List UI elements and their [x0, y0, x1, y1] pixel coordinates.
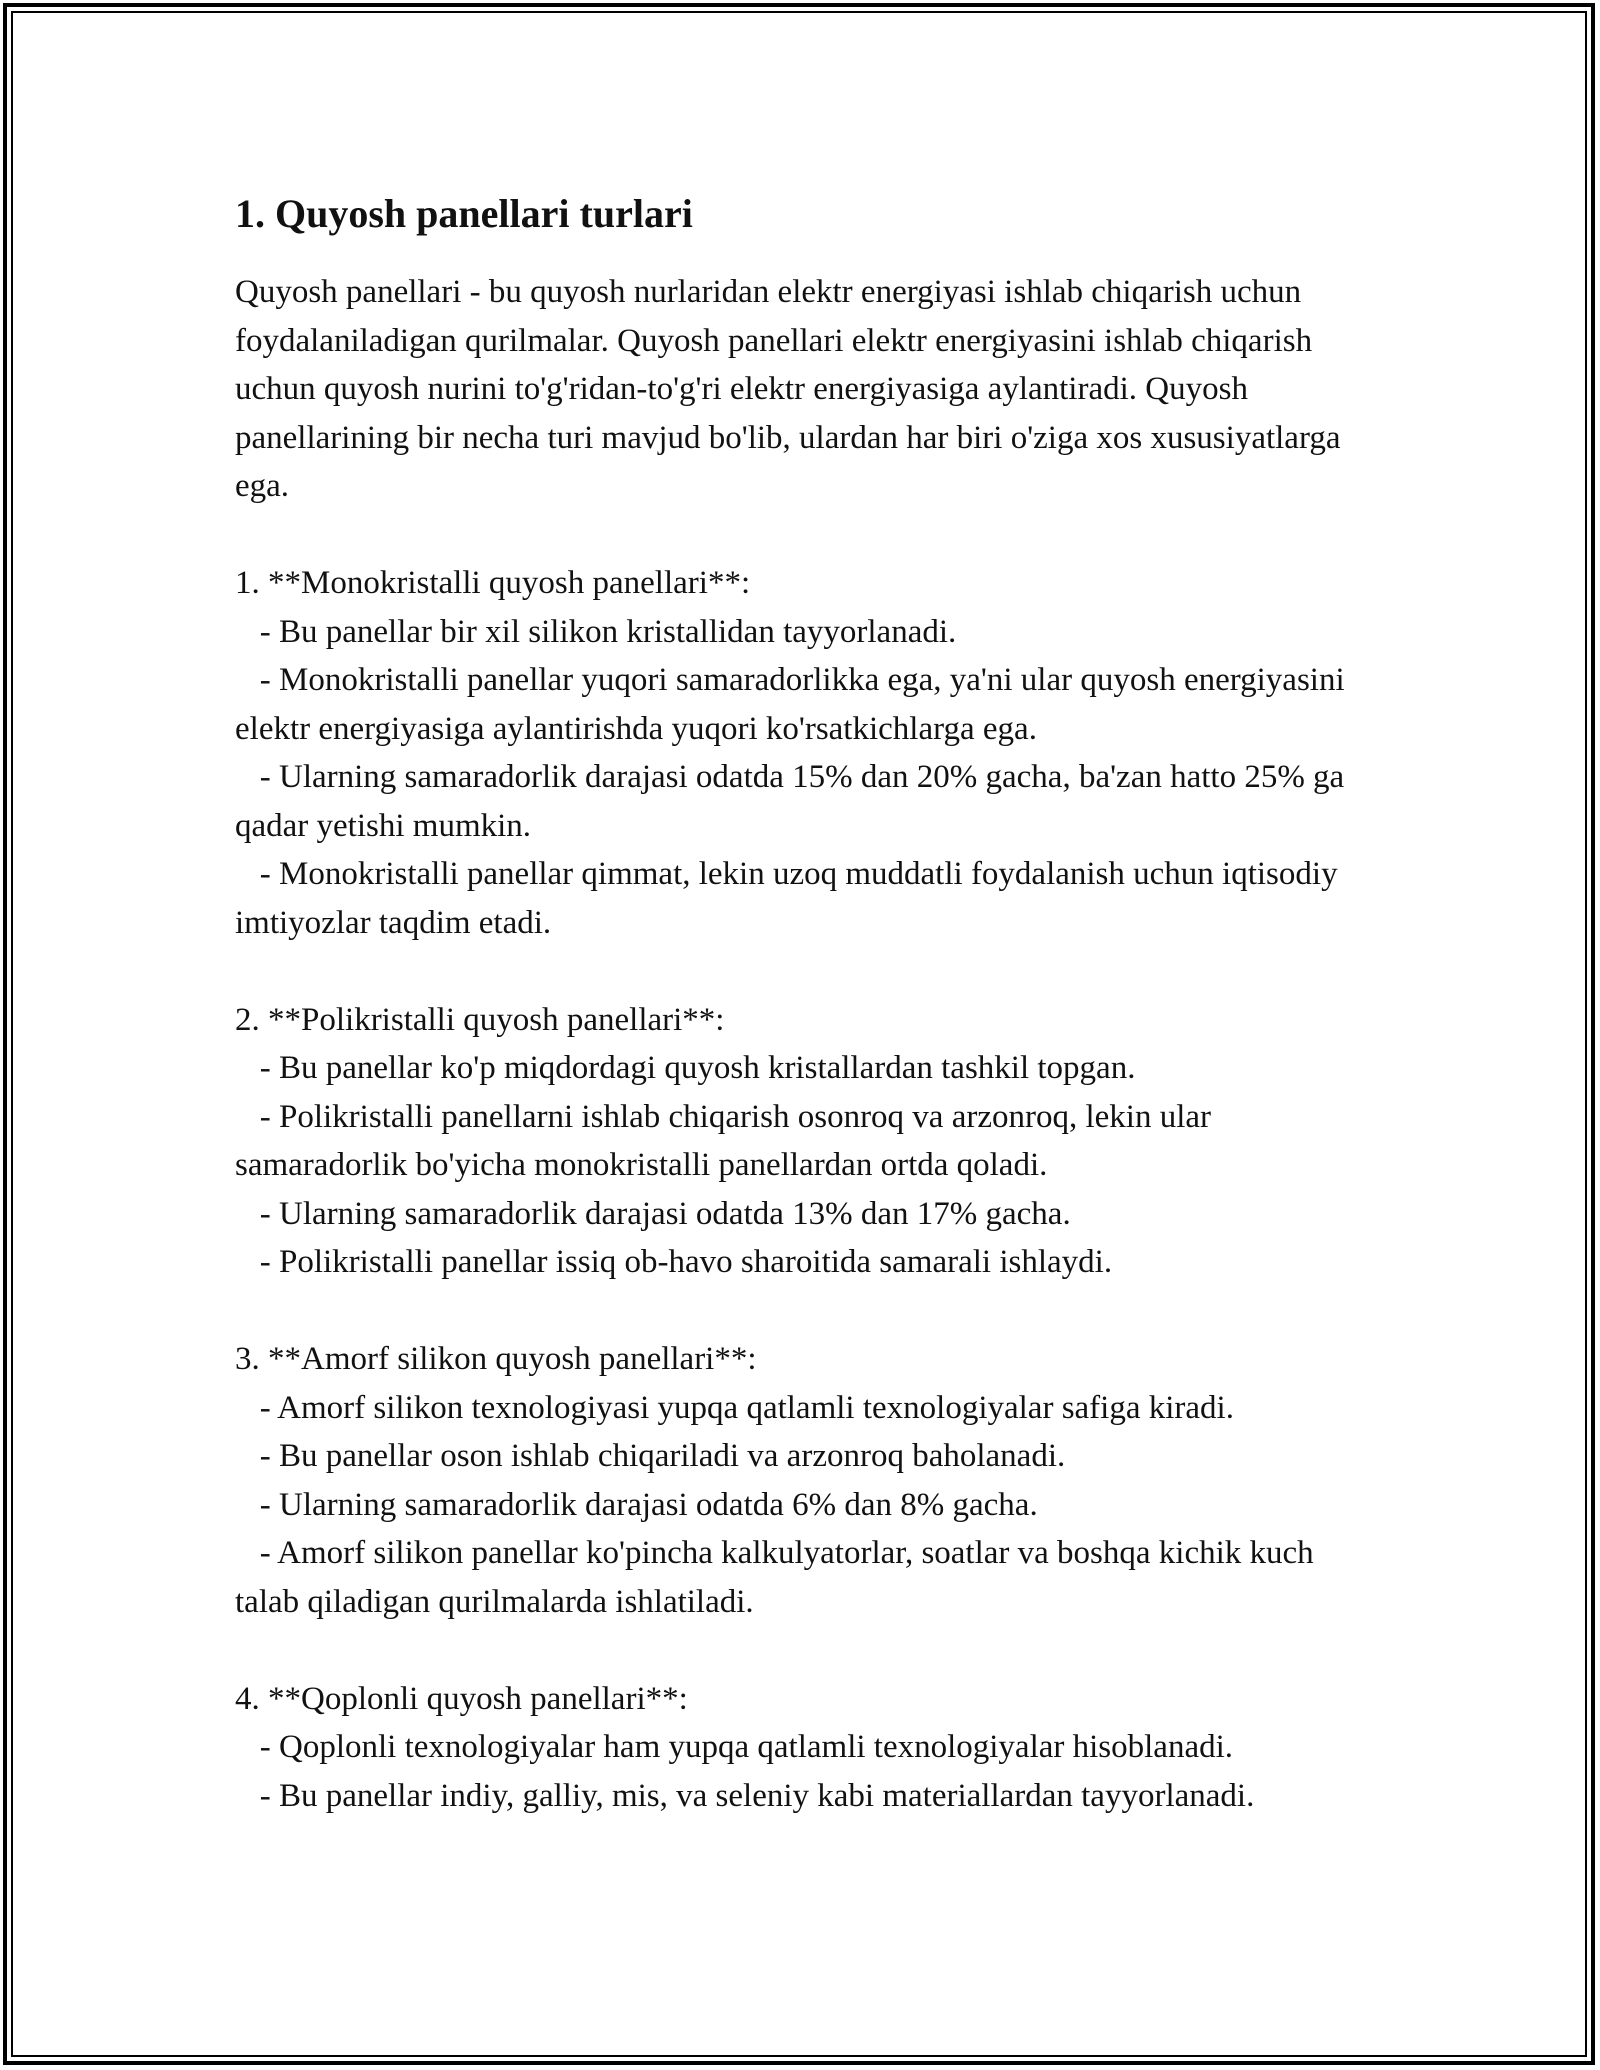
bullet-item: - Ularning samaradorlik darajasi odatda 15% dan 20% gacha, ba'zan hatto 25% ga qadar yetishi mumkin.: [235, 759, 1353, 844]
section-monokristalli: [235, 559, 1365, 947]
document-body: [235, 186, 1365, 1820]
bullet-item: - Amorf silikon panellar ko'pincha kalkulyatorlar, soatlar va boshqa kichik kuch talab qiladigan qurilmalarda ishlatiladi.: [235, 1535, 1322, 1620]
bullet-item: - Polikristalli panellarni ishlab chiqarish osonroq va arzonroq, lekin ular samaradorlik bo'yicha monokristalli panellardan ortda qoladi.: [235, 1098, 1220, 1183]
bullet-item: - Monokristalli panellar yuqori samaradorlikka ega, ya'ni ular quyosh energiyasini elektr energiyasiga aylantirishda yuqori ko'rsatkichlarga ega.: [235, 662, 1353, 747]
document-title: 1. Quyosh panellari turlari: [235, 191, 693, 236]
bullet-item: - Ularning samaradorlik darajasi odatda 13% dan 17% gacha.: [235, 1195, 1071, 1232]
bullet-item: - Polikristalli panellar issiq ob-havo sharoitida samarali ishlaydi.: [235, 1244, 1113, 1280]
bullet-item: - Bu panellar ko'p miqdordagi quyosh kristallardan tashkil topgan.: [235, 1050, 1136, 1086]
bullet-item: - Amorf silikon texnologiyasi yupqa qatlamli texnologiyalar safiga kiradi.: [235, 1389, 1234, 1426]
bullet-item: - Monokristalli panellar qimmat, lekin uzoq muddatli foydalanish uchun iqtisodiy imtiyozlar taqdim etadi.: [235, 856, 1346, 941]
bullet-item: - Bu panellar bir xil silikon kristallidan tayyorlanadi.: [235, 613, 957, 650]
section-heading: 3. **Amorf silikon quyosh panellari**:: [235, 1341, 757, 1377]
bullet-item: - Bu panellar indiy, galliy, mis, va seleniy kabi materiallardan tayyorlanadi.: [235, 1777, 1255, 1814]
bullet-item: - Qoplonli texnologiyalar ham yupqa qatlamli texnologiyalar hisoblanadi.: [235, 1729, 1234, 1765]
spacer: [235, 1626, 1365, 1675]
intro-paragraph: Quyosh panellari - bu quyosh nurlaridan elektr energiyasi ishlab chiqarish uchun foydalaniladigan qurilmalar. Quyosh panellari elektr energiyasini ishlab chiqarish uchun quyosh nurini to'g'ridan-to'g'ri elektr energiyasiga aylantiradi. Quyosh panellarining bir necha turi mavjud bo'lib, ulardan har biri o'ziga xos xususiyatlarga ega.: [235, 274, 1341, 504]
spacer: [235, 511, 1365, 560]
section-amorf-silikon: [235, 1335, 1365, 1626]
section-polikristalli: [235, 996, 1365, 1287]
section-heading: 4. **Qoplonli quyosh panellari**:: [235, 1680, 688, 1717]
section-heading: 2. **Polikristalli quyosh panellari**:: [235, 1001, 725, 1038]
section-heading: 1. **Monokristalli quyosh panellari**:: [235, 565, 751, 601]
spacer: [235, 947, 1365, 996]
spacer: [235, 1287, 1365, 1336]
bullet-item: - Ularning samaradorlik darajasi odatda 6% dan 8% gacha.: [235, 1486, 1038, 1523]
section-qoplonli: [235, 1675, 1365, 1821]
bullet-item: - Bu panellar oson ishlab chiqariladi va arzonroq baholanadi.: [235, 1438, 1066, 1474]
